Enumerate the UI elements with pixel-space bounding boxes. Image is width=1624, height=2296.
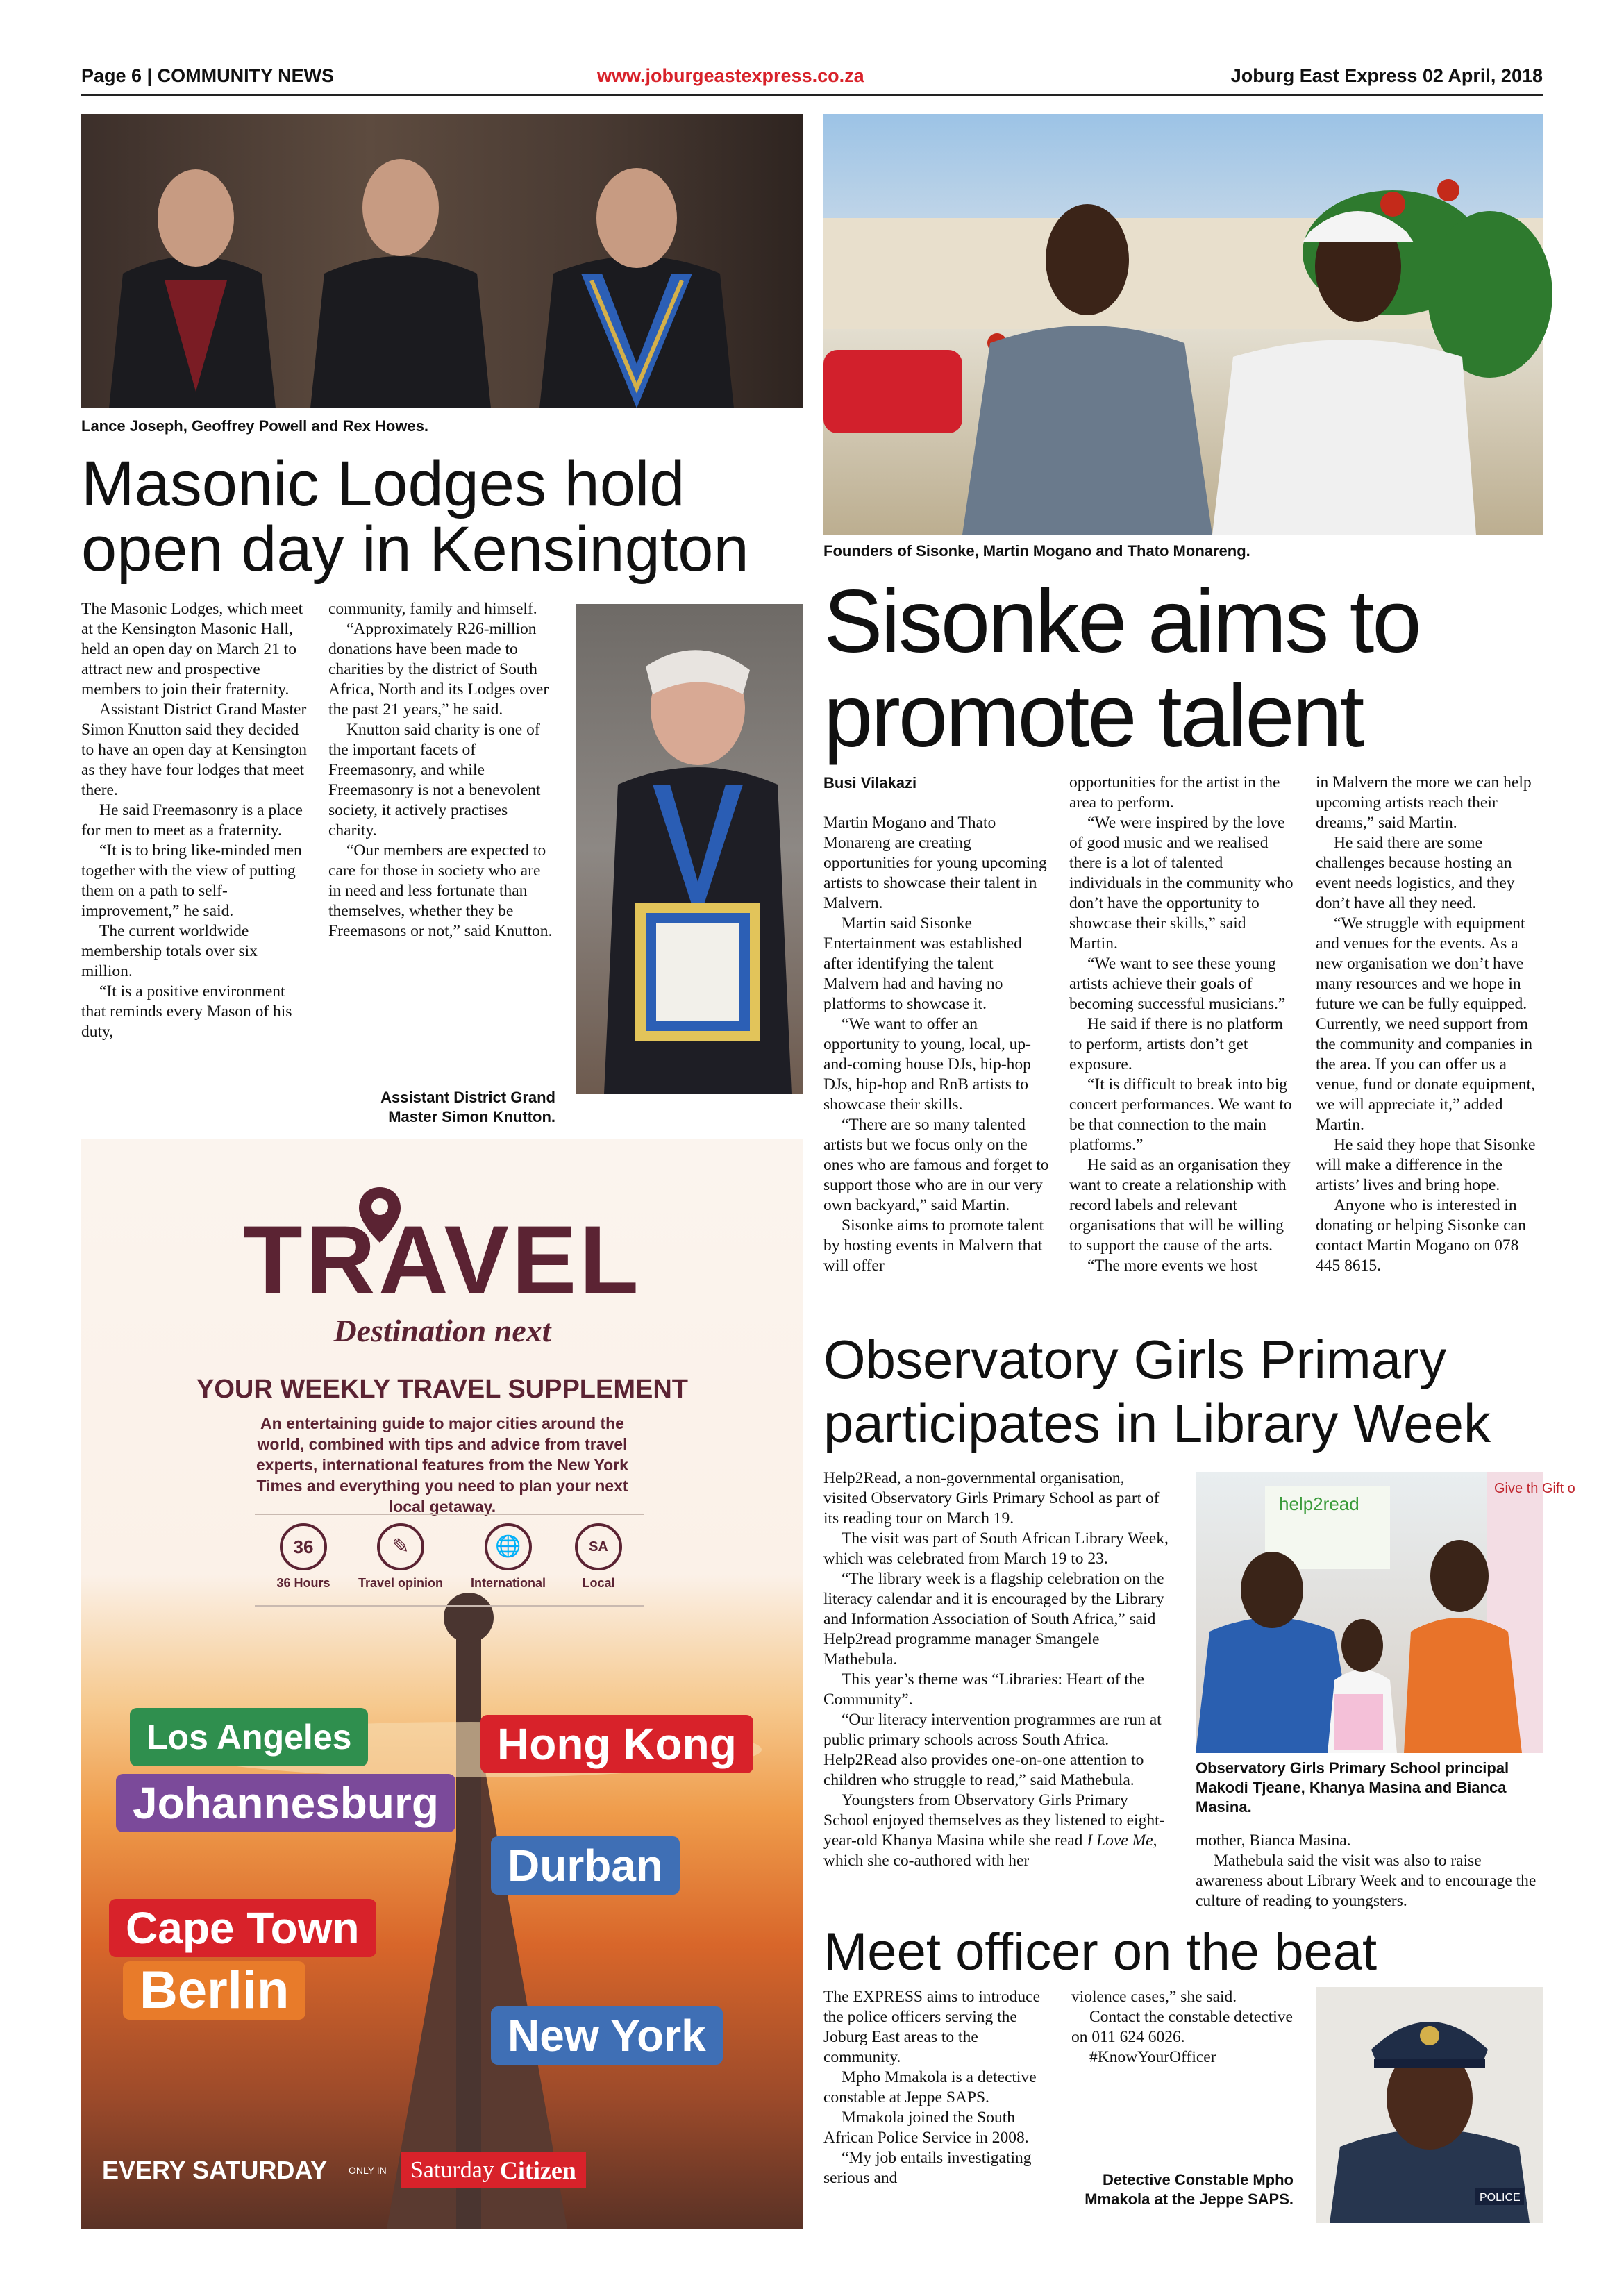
site-url[interactable]: www.joburgeastexpress.co.za [597,65,864,86]
officer-headline: Meet officer on the beat [823,1922,1378,1981]
officer-col-2 [1071,1987,1304,2068]
library-p1: Help2Read, a non-governmental organisation, visited Observatory Girls Primary School as part of its reading tour on March 19. [823,1469,1160,1527]
library-p2: The visit was part of South African Library Week, which was celebrated from March 19 to 23. [823,1530,1169,1568]
opinion-icon: ✎ [377,1523,424,1570]
page-section-label: Page 6 | COMMUNITY NEWS [81,65,335,86]
library-p6-text: Youngsters from Observatory Girls Primary School enjoyed themselves as they listened to eight-year-old Khanya Masina while she read [823,1791,1165,1850]
library-p8: Mathebula said the visit was also to raise awareness about Library Week and to encourage the culture of reading to youngsters. [1196,1852,1537,1910]
library-p7: mother, Bianca Masina. [1196,1832,1351,1850]
sisonke-p12: “The more events we host [1087,1257,1258,1275]
masonic-p4: “It is to bring like-minded men together with the view of putting them on a path to self-improvement,” he said. [81,841,302,920]
icon-local [564,1523,633,1591]
sisonke-founders-photo [823,114,1543,535]
masonic-p9: Knutton said charity is one of the important facets of Freemasonry, and while Freemasonry is not a benevolent society, it actively practises charity. [328,721,541,839]
sign-cape-town: Cape Town [109,1899,376,1957]
icon-label-international: International [470,1576,546,1590]
book-title: I Love Me [1087,1832,1153,1850]
sisonke-col-3 [1316,773,1545,1276]
masonic-group-photo [81,114,803,408]
ad-supplement: YOUR WEEKLY TRAVEL SUPPLEMENT [196,1375,689,1404]
library-photo-figures [1196,1472,1575,1753]
library-banner-text: Give th Gift o [1494,1481,1575,1496]
officer-figure [1316,1987,1543,2223]
masonic-p8: “Approximately R26-million donations have been made to charities by the district of South Africa, North and its Lodges over the past 21 years,” he said. [328,620,549,719]
officer-badge-text: POLICE [1480,2192,1521,2204]
library-sign-text: help2read [1279,1493,1359,1514]
officer-p5: violence cases,” she said. [1071,1988,1237,2006]
masonic-col-2 [328,599,554,941]
sign-new-york: New York [491,2006,723,2065]
sign-johannesburg: Johannesburg [116,1774,455,1832]
library-col-1 [823,1468,1171,1871]
knutton-caption: Assistant District Grand Master Simon Knutton. [380,1089,555,1125]
icon-travel-opinion [352,1523,449,1591]
sisonke-p5: Sisonke aims to promote talent by hosting events in Malvern that will offer [823,1216,1044,1275]
saturday-citizen-logo [401,2152,586,2188]
local-sa-icon: SA [575,1523,622,1570]
sisonke-byline: Busi Vilakazi [823,774,917,791]
sign-berlin: Berlin [123,1961,305,2020]
masonic-p5: The current worldwide membership totals over six million. [81,922,258,980]
header-rule [81,94,1543,96]
officer-p6: Contact the constable detective on 011 624 6026. [1071,2008,1293,2046]
sign-hong-kong: Hong Kong [480,1715,753,1773]
paper-date: Joburg East Express 02 April, 2018 [1230,65,1543,86]
masonic-p2: Assistant District Grand Master Simon Knutton said they decided to have an open day at Kensington as they have four lodges that meet there. [81,701,307,799]
sisonke-p9: He said if there is no platform to perform, artists don’t get exposure. [1069,1015,1283,1073]
ad-title: TRAVEL [243,1205,642,1314]
icon-label-local: Local [582,1576,615,1590]
sisonke-p13: in Malvern the more we can help upcoming artists reach their dreams,” said Martin. [1316,773,1532,832]
officer-p4: “My job entails investigating serious and [823,2149,1032,2187]
library-col-2 [1196,1831,1546,1911]
sisonke-p11: He said as an organisation they want to create a relationship with record labels and relevant organisations that will be willing to support the cause of the arts. [1069,1156,1291,1255]
sisonke-p7: “We were inspired by the love of good music and we realised there is a lot of talented individuals in the community who don’t have the opportunity to showcase their skills,” said Martin. [1069,814,1294,953]
masonic-p10: “Our members are expected to care for those in society who are in need and less fortunate than themselves, whether they be Freemasons or not,” said Knutton. [328,841,553,940]
ad-description: An entertaining guide to major cities around the world, combined with tips and advice from travel experts, international features from the New York Times and everything you need to plan your next local getaway. [256,1414,628,1516]
sisonke-p15: “We struggle with equipment and venues for the events. As a new organisation we don’t have many resources and we hope in future we can be fully equipped. Currently, we need support from the community and companies in the area. If you can offer us a venue, fund or donate equipment, we will appreciate it,” added Martin. [1316,914,1535,1134]
library-headline: Observatory Girls Primary participates in Library Week [823,1329,1491,1454]
masonic-headline: Masonic Lodges hold open day in Kensington [81,449,749,585]
sisonke-p1: Martin Mogano and Thato Monareng are creating opportunities for young upcoming artists to showcase their talent in Malvern. [823,814,1047,912]
library-p3: “The library week is a flagship celebration on the literacy calendar and it is encouraged by the Library and Information Association of South Africa,” said Help2read programme manager Smangele Mathebula. [823,1570,1164,1668]
library-photo-caption: Observatory Girls Primary School principal Makodi Tjeane, Khanya Masina and Bianca Masina. [1196,1759,1509,1816]
clock-icon: 36 [280,1523,327,1570]
officer-p2: Mpho Mmakola is a detective constable at Jeppe SAPS. [823,2068,1037,2106]
sisonke-p14: He said there are some challenges because hosting an event needs logistics, and they don’t have all they need. [1316,834,1515,912]
masonic-photo-caption: Lance Joseph, Geoffrey Powell and Rex Howes. [81,417,429,435]
officer-p3: Mmakola joined the South African Police Service in 2008. [823,2109,1029,2147]
library-p4: This year’s theme was “Libraries: Heart of the Community”. [823,1670,1145,1709]
logo-citizen: Citizen [499,2156,576,2184]
library-p5: “Our literacy intervention programmes are run at public primary schools across South Africa. Help2Read also provides one-on-one attention to children who struggle to read,” said Mathebula. [823,1711,1162,1789]
masonic-photo-figures [81,114,803,408]
travel-supplement-ad[interactable] [81,1139,803,2229]
masonic-col-1 [81,599,307,1042]
sisonke-p8: “We want to see these young artists achieve their goals of becoming successful musicians.” [1069,955,1286,1013]
icon-label-36-hours: 36 Hours [276,1576,330,1590]
library-week-photo [1196,1472,1575,1753]
sisonke-p4: “There are so many talented artists but we focus only on the ones who are famous and forget to support those who are in our very own backyard,” said Martin. [823,1116,1049,1214]
ad-icon-row [255,1514,644,1607]
ad-only-in: ONLY IN [349,2165,387,2176]
byline-spacer [823,793,1051,813]
ad-every-saturday: EVERY SATURDAY [102,2156,328,2184]
sisonke-headline: Sisonke aims to promote talent [823,572,1420,766]
icon-international [463,1523,553,1591]
masonic-p1: The Masonic Lodges, which meet at the Kensington Masonic Hall, held an open day on March 21 to attract new and prospective members to join their fraternity. [81,600,303,698]
sisonke-p17: Anyone who is interested in donating or helping Sisonke can contact Martin Mogano on 078 445 8615. [1316,1196,1526,1275]
library-p6-end: , which she co-authored with her [823,1832,1157,1870]
officer-photo [1316,1987,1543,2223]
sisonke-col-1 [823,773,1051,1276]
icon-36-hours [265,1523,342,1591]
sisonke-p16: He said they hope that Sisonke will make a difference in the artists’ lives and bring hope. [1316,1136,1536,1194]
ad-subtitle: Destination next [333,1313,551,1348]
sisonke-col-2 [1069,773,1298,1276]
sisonke-photo-figures [823,114,1543,535]
sign-durban: Durban [491,1836,680,1895]
officer-photo-caption: Detective Constable Mpho Mmakola at the Jeppe SAPS. [1085,2171,1294,2208]
sisonke-p10: “It is difficult to break into big concert performances. We want to be that connection to the main platforms.” [1069,1075,1292,1154]
library-p6 [823,1791,1171,1871]
sisonke-photo-caption: Founders of Sisonke, Martin Mogano and Thato Monareng. [823,542,1250,560]
masonic-p3: He said Freemasonry is a place for men to meet as a fraternity. [81,801,303,839]
globe-icon: 🌐 [485,1523,532,1570]
officer-p1: The EXPRESS aims to introduce the police officers serving the Joburg East areas to the community. [823,1988,1041,2066]
officer-col-1 [823,1987,1053,2188]
knutton-portrait [576,604,803,1094]
sisonke-p3: “We want to offer an opportunity to young, local, up-and-coming house DJs, hip-hop DJs, hip-hop and RnB artists to showcase their skills. [823,1015,1031,1114]
officer-p7: #KnowYourOfficer [1089,2048,1216,2066]
masonic-p7: community, family and himself. [328,600,537,618]
sisonke-p2: Martin said Sisonke Entertainment was established after identifying the talent Malvern had and having no platforms to showcase it. [823,914,1022,1013]
sign-los-angeles: Los Angeles [130,1708,368,1766]
icon-label-travel-opinion: Travel opinion [358,1576,444,1590]
masonic-p6: “It is a positive environment that reminds every Mason of his duty, [81,982,292,1041]
knutton-figure [576,604,803,1094]
logo-saturday: Saturday [410,2157,494,2183]
sisonke-p6: opportunities for the artist in the area to perform. [1069,773,1280,812]
